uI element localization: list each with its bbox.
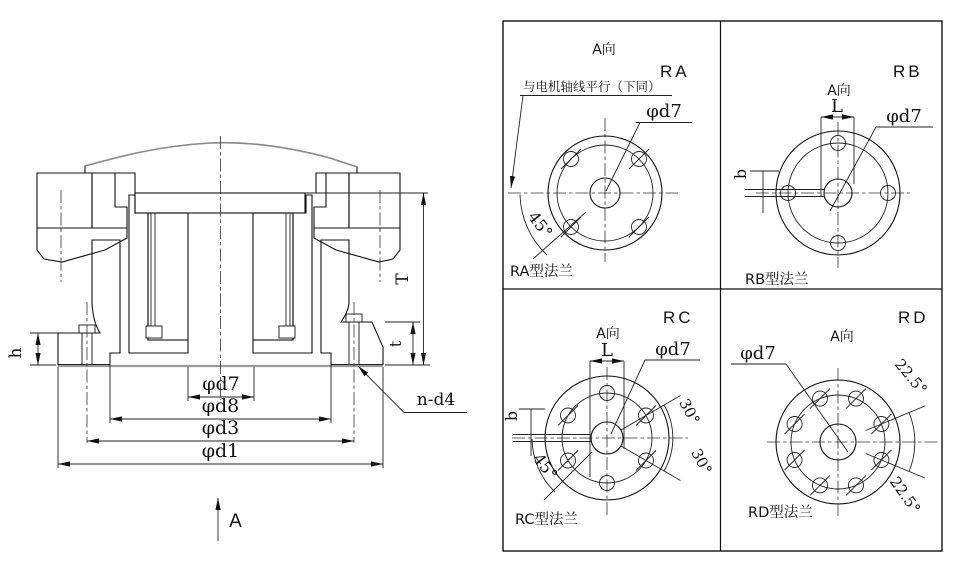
view-arrow-label: A — [229, 511, 245, 532]
rc-caption: RC型法兰 — [515, 512, 578, 528]
rd-angle1-label: 22.5° — [890, 355, 931, 399]
dim-d1-label: φd1 — [201, 440, 240, 462]
rb-view-label: A向 — [827, 83, 851, 99]
dim-t-label: t — [386, 340, 405, 348]
ra-note: 与电机轴线平行（下同） — [523, 79, 661, 94]
dim-d3-label: φd3 — [201, 417, 240, 439]
ra-code: RA — [660, 62, 690, 81]
rc-angle45-label: 45° — [529, 449, 562, 484]
rc-angle30-2-label: 30° — [687, 445, 716, 478]
rd-caption: RD型法兰 — [748, 505, 813, 521]
dim-d8-label: φd8 — [201, 395, 240, 417]
ra-caption: RA型法兰 — [510, 264, 573, 280]
rb-slot-label: b — [731, 168, 750, 180]
rc-dia-label: φd7 — [655, 339, 691, 360]
rc-length-label: L — [601, 340, 613, 361]
ra-dia-label: φd7 — [646, 101, 682, 122]
rd-code: RD — [898, 308, 929, 327]
rb-caption: RB型法兰 — [745, 272, 809, 288]
dim-T-label: T — [393, 273, 413, 285]
rb-dia-label: φd7 — [886, 106, 922, 127]
bolt-note-label: n-d4 — [416, 390, 456, 410]
rc-view-label: A向 — [596, 326, 620, 342]
rb-code: RB — [893, 62, 923, 81]
ra-angle-label: 45° — [524, 207, 557, 242]
rd-angle2-label: 22.5° — [885, 473, 925, 518]
ra-view-label: A向 — [592, 42, 616, 58]
rc-code: RC — [663, 308, 694, 327]
dim-h-label: h — [6, 347, 26, 359]
rd-dia-label: φd7 — [740, 343, 776, 364]
rc-angle30-1-label: 30° — [675, 395, 704, 428]
rb-length-label: L — [831, 96, 843, 117]
rc-slot-label: b — [502, 410, 521, 422]
rd-view-label: A向 — [830, 329, 854, 345]
dim-d7-label: φd7 — [202, 373, 240, 395]
